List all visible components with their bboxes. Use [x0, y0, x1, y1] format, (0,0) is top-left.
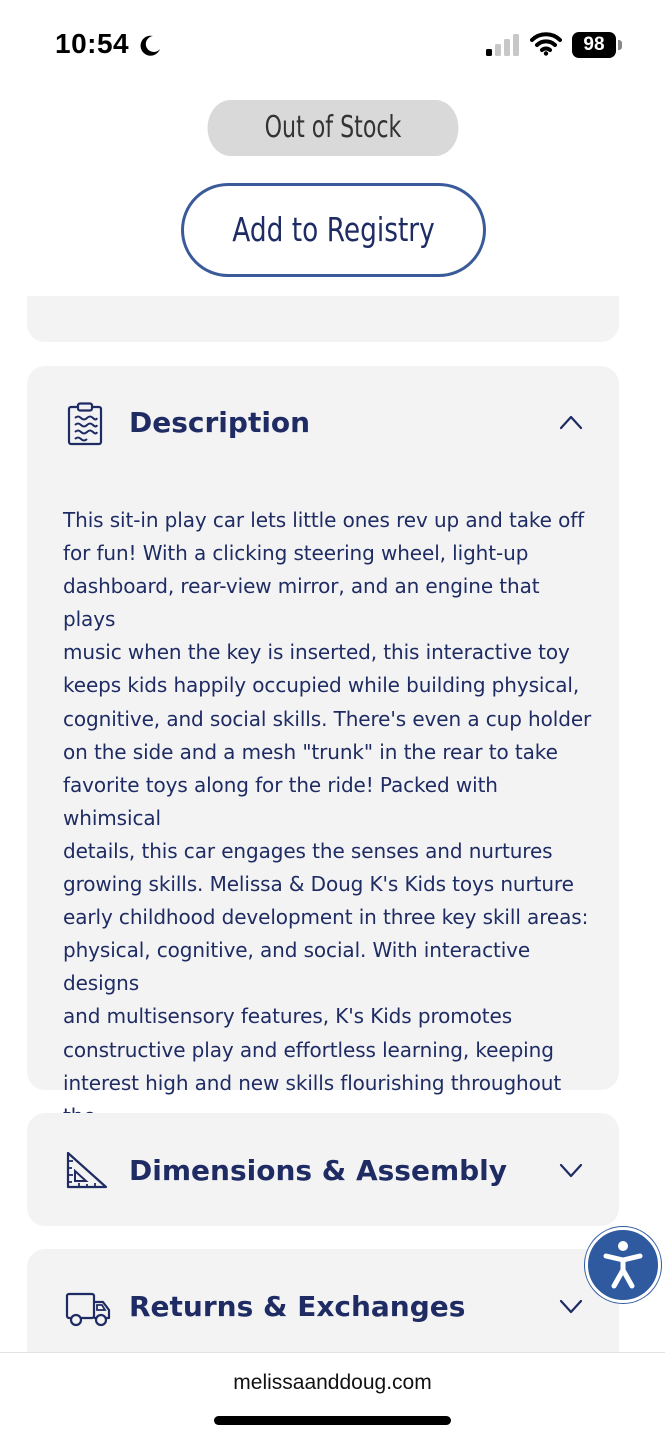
status-time: 10:54 — [55, 28, 130, 59]
description-line: physical, cognitive, and social. With interactive designs — [63, 938, 531, 996]
description-line: and multisensory features, K's Kids promotes — [63, 1004, 513, 1029]
description-line: cognitive, and social skills. There's even a cup holder — [63, 706, 592, 731]
description-line: constructive play and effortless learning, keeping — [63, 1037, 554, 1062]
clipboard-icon — [65, 402, 105, 446]
previous-card — [27, 296, 619, 342]
wifi-icon — [530, 32, 562, 56]
battery-level: 98 — [572, 32, 616, 58]
status-bar — [0, 0, 665, 90]
returns-accordion[interactable] — [27, 1249, 619, 1359]
description-line: for fun! With a clicking steering wheel, light-up — [63, 541, 529, 566]
moon-icon — [138, 34, 162, 58]
description-header[interactable] — [27, 366, 619, 476]
cellular-signal-icon — [486, 34, 520, 56]
description-line: details, this car engages the senses and nurtures — [63, 838, 553, 863]
description-line: on the side and a mesh "trunk" in the rear to take — [63, 739, 558, 764]
dimensions-title: Dimensions & Assembly — [129, 1154, 508, 1187]
description-line: music when the key is inserted, this interactive toy — [63, 640, 570, 665]
accessibility-icon — [588, 1230, 658, 1300]
description-line: keeps kids happily occupied while building physical, — [63, 673, 580, 698]
description-body — [63, 504, 593, 1166]
description-line: growing skills. Melissa & Doug K's Kids toys nurture — [63, 872, 574, 897]
chevron-down-icon[interactable] — [557, 1160, 585, 1180]
add-to-registry-label: Add to Registry — [232, 210, 435, 249]
browser-address-bar[interactable] — [0, 1352, 665, 1440]
url-text[interactable]: melissaanddoug.com — [233, 1371, 432, 1394]
description-title: Description — [129, 406, 311, 439]
chevron-down-icon[interactable] — [557, 1296, 585, 1316]
ruler-triangle-icon — [65, 1149, 109, 1193]
accessibility-button[interactable] — [585, 1227, 661, 1303]
dimensions-accordion[interactable] — [27, 1113, 619, 1226]
battery-indicator — [572, 32, 622, 58]
description-line: early childhood development in three key skill areas: — [63, 905, 589, 930]
description-line: dashboard, rear-view mirror, and an engine that plays — [63, 574, 540, 632]
description-line: This sit-in play car lets little ones rev up and take off — [63, 508, 585, 532]
description-accordion — [27, 366, 619, 1095]
description-line: favorite toys along for the ride! Packed with whimsical — [63, 772, 498, 830]
out-of-stock-button[interactable]: Out of Stock — [208, 100, 459, 156]
truck-icon — [65, 1287, 111, 1331]
returns-title: Returns & Exchanges — [129, 1290, 466, 1323]
home-indicator[interactable] — [214, 1416, 451, 1425]
chevron-up-icon[interactable] — [557, 412, 585, 432]
add-to-registry-button[interactable] — [181, 183, 486, 277]
description-line: interest high and new skills flourishing throughout — [63, 1070, 562, 1095]
battery-tip — [618, 40, 622, 50]
